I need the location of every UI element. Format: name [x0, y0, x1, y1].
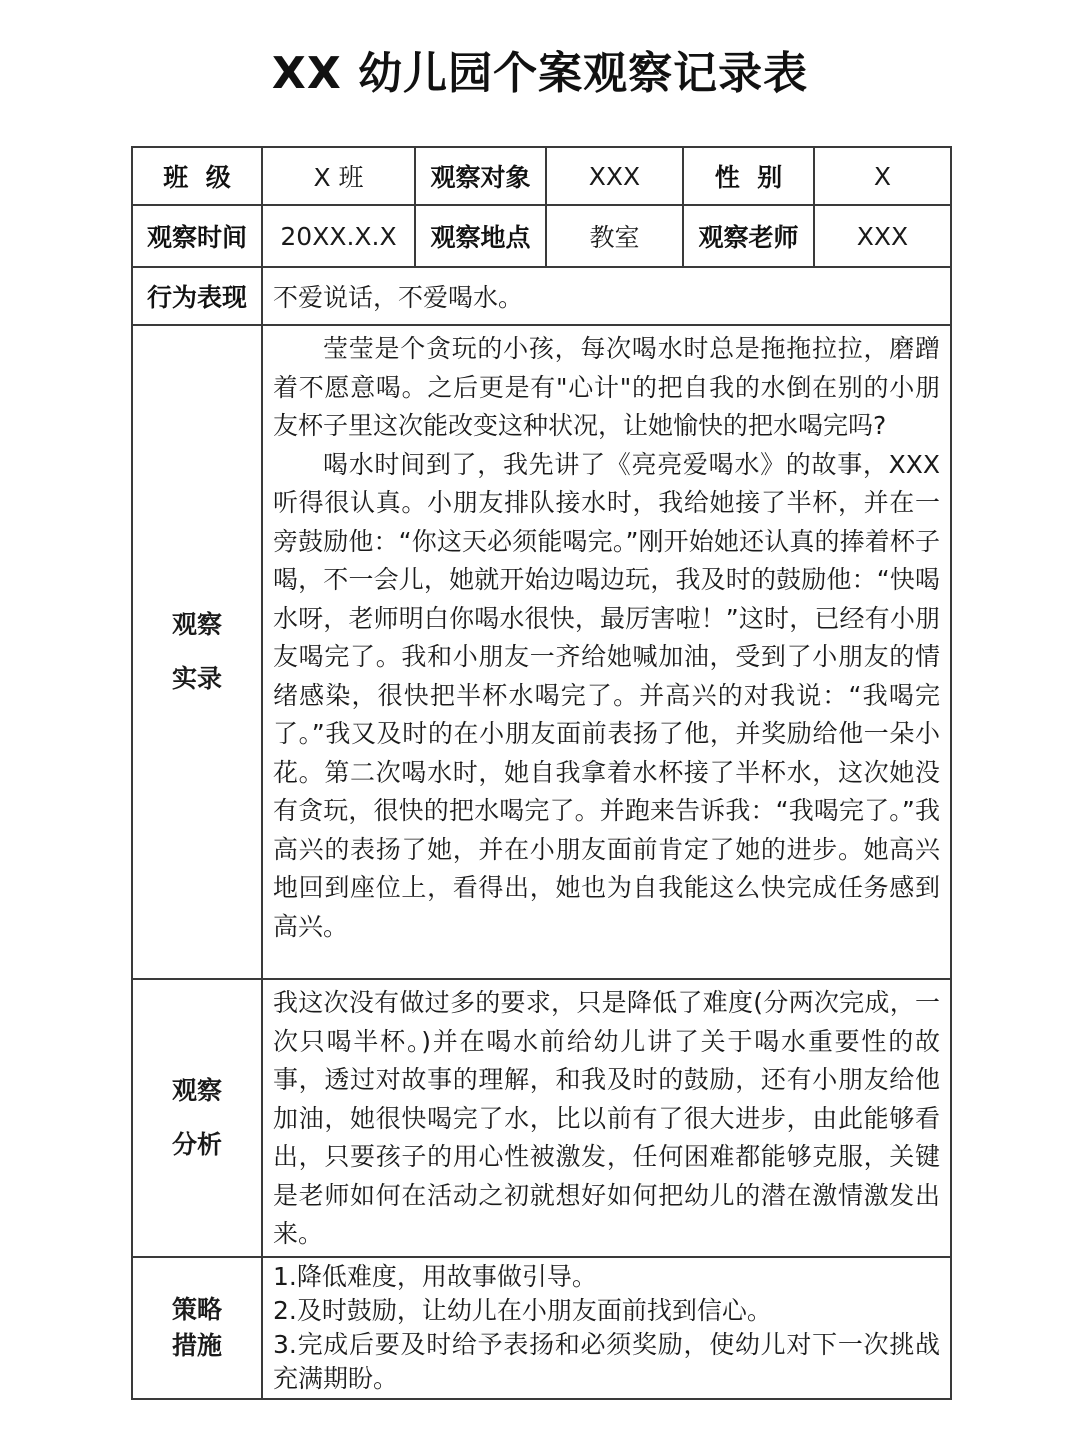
analysis-label	[132, 979, 262, 1257]
measure-item-1: 1.降低难度，用故事做引导。	[273, 1261, 597, 1291]
observation-record-table	[131, 146, 952, 1400]
behavior-value: 不爱说话，不爱喝水。	[262, 267, 951, 325]
measures-label	[132, 1257, 262, 1399]
analysis-row	[132, 979, 951, 1257]
class-value: X 班	[262, 147, 415, 205]
measure-item-2: 2.及时鼓励，让幼儿在小朋友面前找到信心。	[273, 1295, 772, 1325]
class-label: 班 级	[132, 147, 262, 205]
record-paragraph-2: 喝水时间到了，我先讲了《亮亮爱喝水》的故事，XXX听得很认真。小朋友排队接水时，我给她接了半杯，并在一旁鼓励他：“你这天必须能喝完。”刚开始她还认真的捧着杯子喝，不一会儿，她就开始边喝边玩，我及时的鼓励他：“快喝水呀，老师明白你喝水很快，最厉害啦！”这时，已经有小朋友喝完了。我和小朋友一齐给她喊加油，受到了小朋友的情绪感染，很快把半杯水喝完了。并高兴的对我说：“我喝完了。”我又及时的在小朋友面前表扬了他，并奖励给他一朵小花。第二次喝水时，她自我拿着水杯接了半杯水，这次她没有贪玩，很快的把水喝完了。并跑来告诉我：“我喝完了。”我高兴的表扬了她，并在小朋友面前肯定了她的进步。她高兴地回到座位上，看得出，她也为自我能这么快完成任务感到高兴。	[273, 449, 940, 941]
measures-text	[262, 1257, 951, 1399]
measures-label-line2: 措施	[171, 1330, 222, 1360]
info-row-1	[132, 147, 951, 205]
page-title: XX 幼儿园个案观察记录表	[271, 48, 809, 99]
behavior-row	[132, 267, 951, 325]
place-value: 教室	[546, 205, 683, 267]
info-row-2	[132, 205, 951, 267]
record-label-line1: 观察	[171, 610, 222, 639]
analysis-label-line2: 分析	[171, 1129, 222, 1159]
record-label	[132, 325, 262, 979]
gender-value: X	[814, 147, 951, 205]
behavior-label: 行为表现	[132, 267, 262, 325]
measures-label-line1: 策略	[171, 1294, 222, 1324]
subject-label: 观察对象	[415, 147, 546, 205]
time-label: 观察时间	[132, 205, 262, 267]
time-value: 20XX.X.X	[262, 205, 415, 267]
measures-row	[132, 1257, 951, 1399]
gender-label: 性 别	[683, 147, 814, 205]
record-text	[262, 325, 951, 979]
subject-value: XXX	[546, 147, 683, 205]
teacher-value: XXX	[814, 205, 951, 267]
record-label-line2: 实录	[171, 664, 222, 693]
analysis-paragraph: 我这次没有做过多的要求，只是降低了难度(分两次完成，一次只喝半杯。)并在喝水前给幼儿讲了关于喝水重要性的故事，透过对故事的理解，和我及时的鼓励，还有小朋友给他加油，她很快喝完了水，比以前有了很大进步，由此能够看出，只要孩子的用心性被激发，任何困难都能够克服，关键是老师如何在活动之初就想好如何把幼儿的潜在激情激发出来。	[273, 988, 940, 1248]
analysis-label-line1: 观察	[171, 1075, 222, 1105]
record-row	[132, 325, 951, 979]
analysis-text	[262, 979, 951, 1257]
record-paragraph-1: 莹莹是个贪玩的小孩，每次喝水时总是拖拖拉拉，磨蹭着不愿意喝。之后更是有"心计"的把自我的水倒在别的小朋友杯子里这次能改变这种状况，让她愉快的把水喝完吗?	[273, 334, 940, 440]
teacher-label: 观察老师	[683, 205, 814, 267]
measure-item-3: 3.完成后要及时给予表扬和必须奖励，使幼儿对下一次挑战充满期盼。	[273, 1329, 940, 1393]
place-label: 观察地点	[415, 205, 546, 267]
